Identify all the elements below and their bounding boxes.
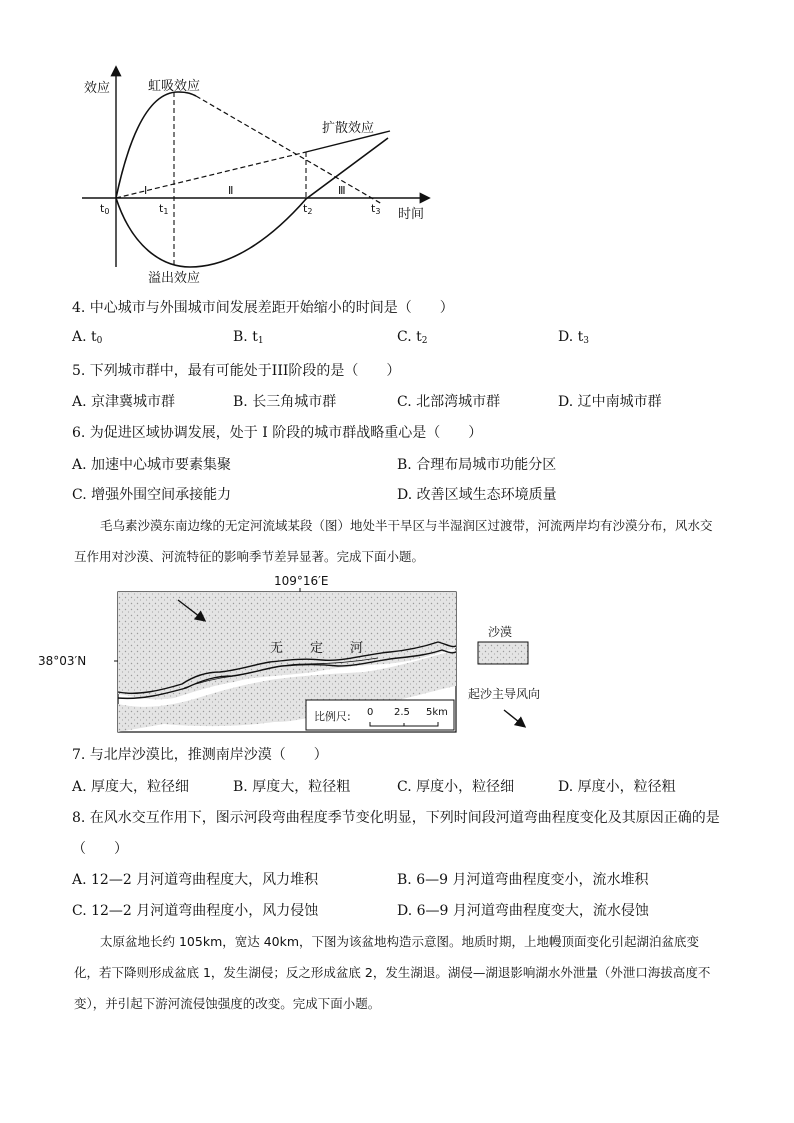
q8-option-b[interactable]: B. 6—9 月河道弯曲程度变小，流水堆积 (397, 872, 649, 888)
siphon-decline-line (196, 96, 382, 204)
q8-option-c[interactable]: C. 12—2 月河道弯曲程度小，风力侵蚀 (72, 903, 319, 919)
q8-stem: 8. 在风水交互作用下，图示河段弯曲程度季节变化明显，下列时间段河道弯曲程度变化及其原因正确的是 (72, 810, 720, 826)
q5-option-c[interactable]: C. 北部湾城市群 (397, 394, 501, 410)
effect-diagram (70, 62, 440, 287)
passage-2: 毛乌素沙漠东南边缘的无定河流域某段（图）地处半干旱区与半湿润区过渡带，河流两岸均有沙漠分布，风水交互作用对沙漠、河流特征的影响季节差异显著。完成下面小题。 (74, 518, 713, 564)
t1-label: t1 (159, 202, 169, 216)
spillover-label: 溢出效应 (148, 271, 201, 286)
latitude-label: 38°03′N (38, 654, 87, 668)
q5-option-b[interactable]: B. 长三角城市群 (233, 394, 337, 410)
t2-label: t2 (303, 202, 313, 216)
q8-stem-continued: （ ） (72, 841, 128, 857)
q8-option-a[interactable]: A. 12—2 月河道弯曲程度大，风力堆积 (72, 872, 319, 888)
legend-wind-arrow-icon (504, 710, 524, 726)
t0-label: t0 (100, 202, 110, 216)
scale-tick-0: 0 (367, 707, 374, 718)
spillover-curve (116, 138, 388, 267)
scale-tick-mid: 2.5 (394, 707, 410, 718)
q5-option-a[interactable]: A. 京津冀城市群 (72, 394, 176, 410)
q7-option-b[interactable]: B. 厚度大，粒径粗 (233, 779, 351, 795)
q7-option-a[interactable]: A. 厚度大，粒径细 (72, 779, 190, 795)
q7-stem: 7. 与北岸沙漠比，推测南岸沙漠（ ） (72, 747, 328, 763)
legend-desert-swatch (478, 642, 528, 664)
q4-option-c[interactable]: C. $t_2$ (397, 329, 428, 346)
scale-label: 比例尺: (314, 710, 351, 723)
t3-label: t3 (371, 202, 381, 216)
river-label-1: 无 (270, 641, 284, 656)
siphon-label: 虹吸效应 (148, 79, 201, 94)
legend-wind-label: 起沙主导风向 (468, 687, 541, 701)
river-map (34, 572, 574, 742)
siphon-curve (116, 92, 196, 198)
q7-option-d[interactable]: D. 厚度小，粒径粗 (558, 779, 676, 795)
y-axis-label: 效应 (84, 81, 111, 96)
longitude-label: 109°16′E (274, 574, 329, 588)
q5-stem: 5. 下列城市群中，最有可能处于III阶段的是（ ） (72, 363, 401, 379)
river-label-3: 河 (350, 641, 364, 656)
stage-3-label: Ⅲ (338, 184, 346, 197)
q4-option-d[interactable]: D. $t_3$ (558, 329, 589, 346)
q7-option-c[interactable]: C. 厚度小，粒径细 (397, 779, 515, 795)
diffusion-label: 扩散效应 (322, 121, 375, 136)
scale-tick-end: 5km (426, 707, 448, 718)
q6-option-b[interactable]: B. 合理布局城市功能分区 (397, 457, 557, 473)
q4-option-a[interactable]: A. $t_0$ (72, 329, 103, 346)
q4-option-b[interactable]: B. $t_1$ (233, 329, 264, 346)
q6-option-c[interactable]: C. 增强外围空间承接能力 (72, 487, 232, 503)
stage-2-label: Ⅱ (228, 184, 234, 197)
q5-option-d[interactable]: D. 辽中南城市群 (558, 394, 662, 410)
q8-option-d[interactable]: D. 6—9 月河道弯曲程度变大，流水侵蚀 (397, 903, 649, 919)
river-label-2: 定 (310, 641, 324, 656)
q4-stem: 4. 中心城市与外围城市间发展差距开始缩小的时间是（ ） (72, 300, 454, 316)
q6-option-a[interactable]: A. 加速中心城市要素集聚 (72, 457, 232, 473)
q6-stem: 6. 为促进区域协调发展，处于 I 阶段的城市群战略重心是（ ） (72, 425, 483, 441)
legend-desert-label: 沙漠 (488, 625, 513, 639)
q6-option-d[interactable]: D. 改善区域生态环境质量 (397, 487, 557, 503)
stage-1-label: Ⅰ (144, 184, 148, 197)
x-axis-label: 时间 (398, 207, 425, 222)
passage-3: 太原盆地长约 105km，宽达 40km，下图为该盆地构造示意图。地质时期，上地幔顶面变化引起湖泊盆底变化，若下降则形成盆底 1，发生湖侵；反之形成盆底 2，发生湖退。湖侵—湖退影响湖水外泄量（外泄口海拔高度不变），并引起下游河流侵蚀强度的改变。完成下面小题。 (74, 934, 711, 1011)
